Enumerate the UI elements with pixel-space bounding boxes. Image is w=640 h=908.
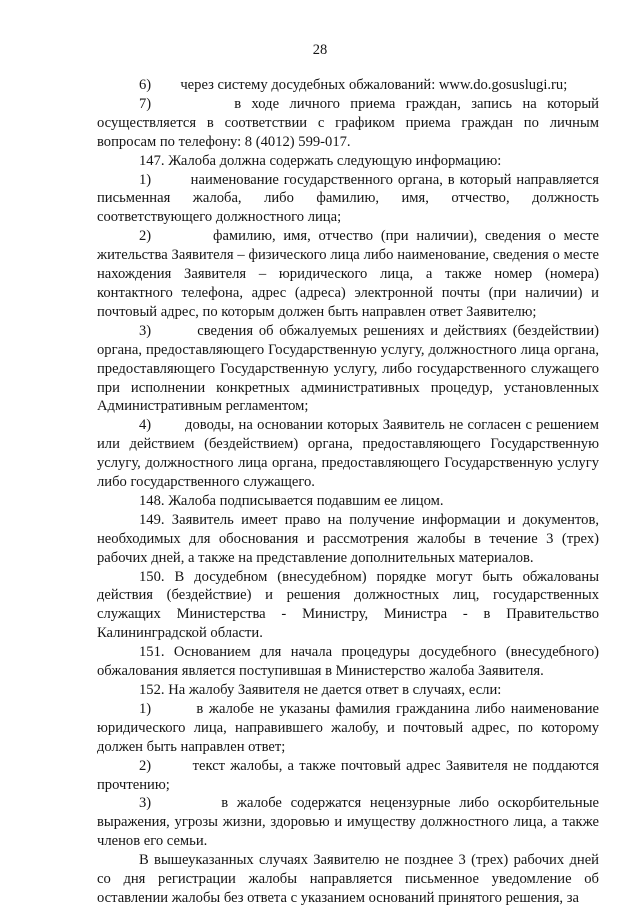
paragraph-clause-151: 151. Основанием для начала процедуры досудебного (внесудебного) обжалования является поступившая в Министерство жалоба Заявителя. [97,644,599,680]
page-number: 28 [312,42,328,58]
paragraph-147-item-1: 1) наименование государственного органа, в который направляется письменная жалоба, либо фамилию, имя, отчество, должность соответствующего должностного лица; [97,171,599,226]
paragraph-final: В вышеуказанных случаях Заявителю не позднее 3 (трех) рабочих дней со дня регистрации жалобы направляется письменное уведомление об оставлении жалобы без ответа с указанием оснований принятого решения, за [97,852,599,906]
paragraph-clause-150: 150. В досудебном (внесудебном) порядке могут быть обжалованы действия (бездействие) и решения должностных лиц, государственных служащих Министерства - Министру, Министра - в Правительство Калининградской области. [97,568,599,642]
paragraph-152-item-2: 2) текст жалобы, а также почтовый адрес Заявителя не поддаются прочтению; [97,757,599,793]
paragraph-clause-149: 149. Заявитель имеет право на получение информации и документов, необходимых для обоснования и рассмотрения жалобы в течение 3 (трех) рабочих дней, а также на представление дополнительных материалов. [97,511,599,566]
paragraph-152-item-1: 1) в жалобе не указаны фамилия гражданина либо наименование юридического лица, направившего жалобу, и почтовый адрес, по которому должен быть направлен ответ; [97,700,599,755]
paragraph-item-6: 6) через систему досудебных обжалований: www.do.gosuslugi.ru; [139,77,568,93]
paragraph-147-item-2: 2) фамилию, имя, отчество (при наличии), сведения о месте жительства Заявителя – физического лица либо наименование, сведения о месте нахождения Заявителя – юридического лица, а также номер (номера) контактного телефона, адрес (адреса) электронной почты (при наличии) и почтовый адрес, по которым должен быть направлен ответ Заявителю; [97,228,599,320]
paragraph-item-7: 7) в ходе личного приема граждан, запись на который осуществляется в соответствии с графиком приема граждан по личным вопросам по телефону: 8 (4012) 599-017. [97,95,599,150]
paragraph-152-item-3: 3) в жалобе содержатся нецензурные либо оскорбительные выражения, угрозы жизни, здоровью и имуществу должностного лица, а также членов его семьи. [97,795,599,850]
document-body [97,76,599,908]
paragraph-clause-152: 152. На жалобу Заявителя не дается ответ в случаях, если: [139,682,502,698]
paragraph-147-item-3: 3) сведения об обжалуемых решениях и действиях (бездействии) органа, предоставляющего Государственную услугу, должностного лица органа, предоставляющего Государственную услугу, либо государственного служащего при исполнении конкретных административных процедур, установленных Административным регламентом; [97,322,599,415]
paragraph-clause-148: 148. Жалоба подписывается подавшим ее лицом. [139,492,444,509]
paragraph-clause-147: 147. Жалоба должна содержать следующую информацию: [139,152,502,169]
paragraph-147-item-4: 4) доводы, на основании которых Заявитель не согласен с решением или действием (бездействием) органа, предоставляющего Государственную услугу, должностного лица органа, предоставляющего Государственную услугу либо государственного служащего. [97,417,599,491]
